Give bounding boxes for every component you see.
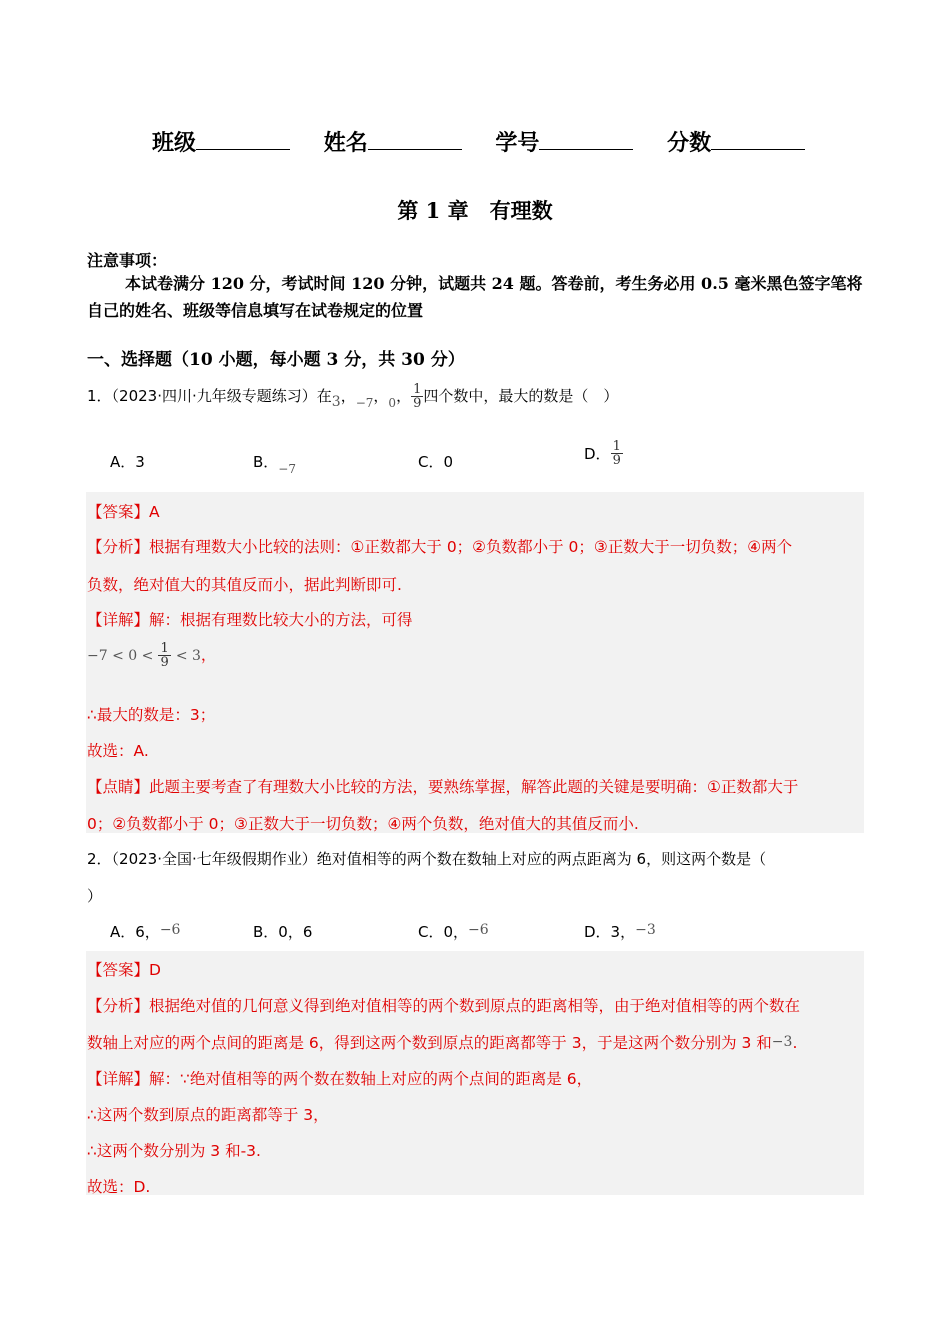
q2-detail: 【详解】解：∵绝对值相等的两个数在数轴上对应的两个点间的距离是 6， [87, 1070, 593, 1088]
question-1-stem: 1．（2023·四川·九年级专题练习）在3，$_{-7}$，$_0$， $\frac{1}{9}$ 四个数中，最大的数是（ ） [87, 382, 619, 411]
q1-analysis-line-2: 负数，绝对值大的其值反而小，据此判断即可. [87, 576, 402, 594]
q1-choose: 故选：A. [87, 742, 149, 760]
q2-option-a: A．6，−6 [110, 922, 181, 941]
name-field: 姓名 [324, 126, 462, 157]
q1-analysis-line-1: 【分析】根据有理数大小比较的法则：①正数都大于 0；②负数都小于 0；③正数大于一切负数；④两个 [87, 538, 793, 556]
q1-point-line-2: 0；②负数都小于 0；③正数大于一切负数；④两个负数，绝对值大的其值反而小. [87, 815, 639, 833]
notice-heading: 注意事项： [87, 251, 168, 270]
q2-answer: 【答案】D [87, 961, 161, 979]
q1-option-d: D． $\frac{1}{9}$ [584, 439, 621, 468]
q1-detail: 【详解】解：根据有理数比较大小的方法，可得 [87, 611, 413, 629]
q2-line-2: ∴这两个数到原点的距离都等于 3， [87, 1106, 329, 1124]
fraction: $\frac{1}{9}$ [413, 382, 422, 411]
q2-option-c: C．0，−6 [418, 922, 489, 941]
student-id-field: 学号 [495, 126, 633, 157]
q1-option-b: B．$_{-7}$ [253, 453, 296, 476]
q2-analysis-line-1: 【分析】根据绝对值的几何意义得到绝对值相等的两个数到原点的距离相等，由于绝对值相等的两个数在 [87, 997, 801, 1015]
q2-option-b: B．0，6 [253, 923, 313, 941]
notice-body: 本试卷满分 120 分，考试时间 120 分钟，试题共 24 题。答卷前，考生务必用 0.5 毫米黑色签字笔将自己的姓名、班级等信息填写在试卷规定的位置 [87, 274, 863, 320]
q1-point-line-1: 【点睛】此题主要考查了有理数大小比较的方法，要熟练掌握，解答此题的关键是要明确：①正数都大于 [87, 778, 799, 796]
question-2-stem-line-2: ） [87, 887, 103, 905]
q2-choose: 故选：D. [87, 1178, 151, 1196]
q2-line-3: ∴这两个数分别为 3 和-3. [87, 1142, 261, 1160]
question-2-stem-line-1: 2．（2023·全国·七年级假期作业）绝对值相等的两个数在数轴上对应的两点距离为 6，则这两个数是（ [87, 850, 767, 868]
q1-option-c: C．0 [418, 453, 454, 471]
section-title: 一、选择题（10 小题，每小题 3 分，共 30 分） [87, 350, 465, 370]
score-field: 分数 [667, 126, 805, 157]
q2-option-d: D．3，−3 [584, 922, 656, 941]
student-info-fields [152, 126, 831, 157]
q1-option-a: A．3 [110, 453, 145, 471]
page-title: 第 1 章 有理数 [397, 198, 553, 223]
q2-analysis-line-2: 数轴上对应的两个点间的距离是 6，得到这两个数到原点的距离都等于 3，于是这两个数分别为 3 和−3. [87, 1034, 798, 1052]
class-field: 班级 [152, 126, 290, 157]
q1-inequality: −7 < 0 < $\frac{1}{9}$ < 3， [87, 641, 217, 670]
q1-therefore: ∴最大的数是：3； [87, 706, 216, 724]
q1-answer: 【答案】A [87, 503, 160, 521]
